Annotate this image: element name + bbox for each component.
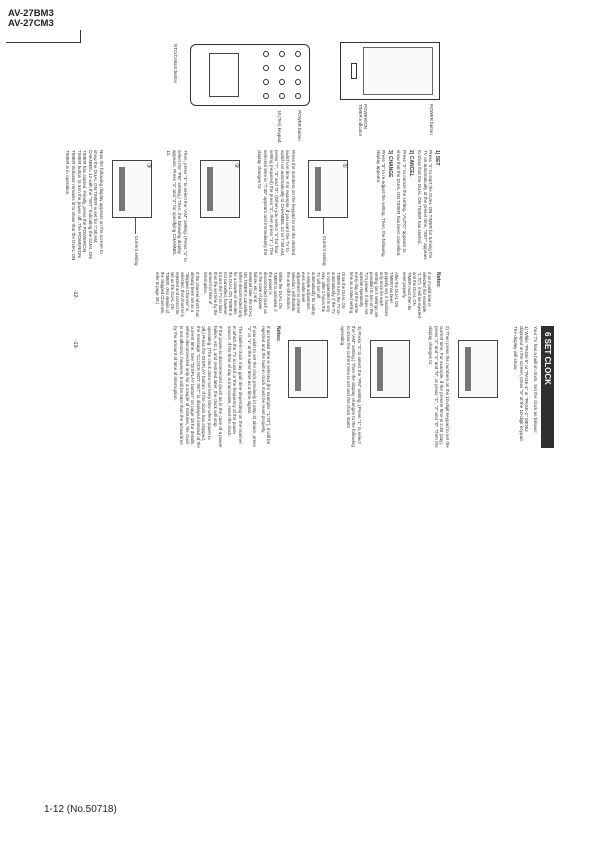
clock-screen-3: [288, 340, 328, 398]
model-line-1: AV-27BM3: [8, 8, 54, 19]
right-step2: 2) Then press the numbers on the 10-digit keypad to set the current time. For example, if the present time is 2:40 (day), press "2" and "4" and "0", or press "1", "2" and "0". Then the display changes to:: [428, 326, 450, 448]
remote-power-button-label: POWER button: [297, 110, 302, 141]
right-note: If the power is disconnected (such as in the case of a power failure, etc.), and restored later, the clock will stop operating. (The clock does not keep time when power is off.) Press the DISPLAY button. If the clock has stopped, the message "CLOCK NOT SET" is displayed instead of the current time. See "DISPLAY button" on page 18 for details. When disconnected only for a couple of minutes, the clock is not affected, however, it will be later than the actual time by the amount of time of interruption.: [173, 326, 224, 448]
remote-button: [295, 51, 301, 57]
middle-note: If an invalid time is selected (for example: "1:70"), it will be rejected and the DUAL ON TIMER must then be reset properly.: [402, 272, 432, 318]
footer-page-number: 1-12 (No.50718): [44, 804, 117, 815]
final-paragraph: [62, 150, 104, 262]
para-final: Now the following display appears on the screen to show the DUAL ON TIMER is set for 7:30 AM, CHANNEL 12 with the "SET" indicating the DUAL ON TIMER has started. Finally, press the POWER/ON TIMER button to turn the power off. The POWER/ON TIMER indicator remains lit to show that the DUAL ON TIMER is in operation.: [65, 150, 104, 261]
remote-button: [295, 65, 301, 71]
remote-button: [263, 65, 269, 71]
page-number-left: -12-: [72, 290, 78, 299]
right-note: If you wish to set the clock precisely in step 3) above, press "2" or "1" at the same time as a time signal.: [246, 326, 258, 447]
right-step3: 3) Press "2" to select the "PM" setting. (Press "1" to select the "AM" setting.) Then the display changes to the following to show the current time is set and the clock starts operating.: [340, 326, 362, 447]
right-intro: Your TV has a built-in clock. Set the clock as follows:: [533, 326, 538, 433]
keypad-label: 10 (Ten) keypad: [277, 110, 282, 143]
middle-note: If the channel which has already been set as a "Skipped Channel" is selected, that channel is rejected and cannot be set as the DUAL ON TIMER. (For details of the Skipped Channels, refer to page 28.): [155, 272, 200, 317]
step1-text: Press "1" to start the DUAL ON TIMER for turning the TV on automatically at the preset time. "SET" appears to show that the DUAL ON TIMER has started.: [417, 150, 434, 260]
screen-number: ②: [233, 163, 239, 169]
remote-control-illustration: [190, 44, 310, 106]
step2-title: 2) CANCEL: [407, 150, 414, 177]
middle-note: Once the DUAL ON TIMER turns the TV on automatically, if the TV is not operated in any way, after 2 hours the TV will turn off automatically for safety. A simple adjustment, even audio level adjustment or channel selection, will disable the auto-off function.: [286, 272, 346, 316]
screen-number: ①: [341, 163, 347, 169]
tv-front-illustration: [340, 42, 440, 100]
screen-number: ③: [145, 163, 151, 169]
step2-text: Press "2" to cancel the setting. "AUTO" appears to show that the DUAL ON TIMER has been cancelled.: [396, 150, 408, 257]
middle-note: While the DUAL ON TIMER is activated, if the power is disconnected (such as in the case of power failure, etc.) and restored later, the DUAL ON TIMER is cancelled. When disconnected only for a couple of minutes, the DUAL ON TIMER is not cancelled, however, it turns the TV on later than the set time by the amount of time of interruption.: [203, 272, 283, 318]
power-timer-indicator-label: POWER/ON TIMER indicator: [358, 104, 368, 137]
rotated-manual-spread: [40, 40, 560, 830]
ntc-cable-button-label: NTC/CABLE button: [173, 44, 178, 84]
clock-screen-2: [370, 340, 410, 398]
set-clock-banner: 6 SET CLOCK: [541, 326, 554, 448]
remote-button: [279, 93, 285, 99]
am-paragraph: [163, 150, 188, 262]
remote-button: [263, 93, 269, 99]
right-note: The built-in clock may gain time depending on the manner in which the TV is used or the frequency of the power source. If the time of day is inaccurate, reset the clock.: [226, 326, 244, 444]
right-notes-title: Notes:: [275, 326, 281, 342]
middle-notes-column: [152, 272, 440, 318]
middle-note: After the DUAL ON TIMER has been properly set, it functions only once for each setting (as it settings are possible) to turn on the TV's power. If does not operate repeatedly every day at the same time as a rated setting.: [349, 272, 399, 318]
middle-notes-title: Notes:: [435, 272, 441, 288]
remote-button: [295, 79, 301, 85]
power-button-label: POWER button: [429, 104, 434, 135]
remote-button: [263, 79, 269, 85]
para-am: Then, press "1" to select the "AM" setting. (Press "2" to select the "PM" setting.) Then, the following display appears. Press "1" and "2" for specifying CHANNEL 12.: [166, 150, 188, 262]
current-setting-leader: [323, 218, 324, 234]
keypad-paragraph: [254, 150, 296, 262]
right-step1: 1) While "PAGE-5" or "PAGE-1" or "PAGE-2" MENU displayed on the screen, press "8" of the 10-digit keypad. The display will show:: [513, 326, 530, 442]
display-screen-1: [308, 160, 348, 218]
display-screen-3: [112, 160, 152, 218]
model-number: [8, 9, 54, 29]
model-line-2: AV-27CM3: [8, 18, 54, 29]
current-setting-label-1: Current setting: [322, 236, 327, 266]
step3-title: 3) CHANGE: [386, 150, 393, 178]
right-step2-block: [425, 326, 450, 448]
clock-screen-1: [458, 340, 498, 398]
page-number-right: -13-: [72, 340, 78, 349]
remote-button: [279, 65, 285, 71]
remote-button: [279, 51, 285, 57]
remote-button: [279, 79, 285, 85]
display-screen-2: [200, 160, 240, 218]
right-notes-column: [170, 326, 280, 448]
step3-text: Press "3" to re-adjust the setting. Then, the following display appears.: [375, 150, 387, 257]
remote-button: [263, 51, 269, 57]
current-setting-leader: [135, 218, 136, 234]
para-keypad: Press the numbers on the keypad to set the desired switch-on time. For example, if you want the TV to switch on automatically to CHANNEL 12 at 7:30 AM, press "7", "3" and "0". (When you select "1" for four setting (required) the press "1", then press "1".) The selected time is "7:30" appears and immediately the display changes to:: [257, 150, 296, 257]
current-setting-label-2: Current setting: [134, 236, 139, 266]
right-step3-block: [337, 326, 362, 448]
remote-button: [295, 93, 301, 99]
step1-title: 1) SET: [434, 150, 440, 166]
left-text-column: [372, 150, 440, 262]
right-note: If an invalid time is selected (for example: "1:70"), it will be rejected and the built-in clock must be reset properly.: [260, 326, 272, 445]
right-text-column: [510, 326, 538, 448]
